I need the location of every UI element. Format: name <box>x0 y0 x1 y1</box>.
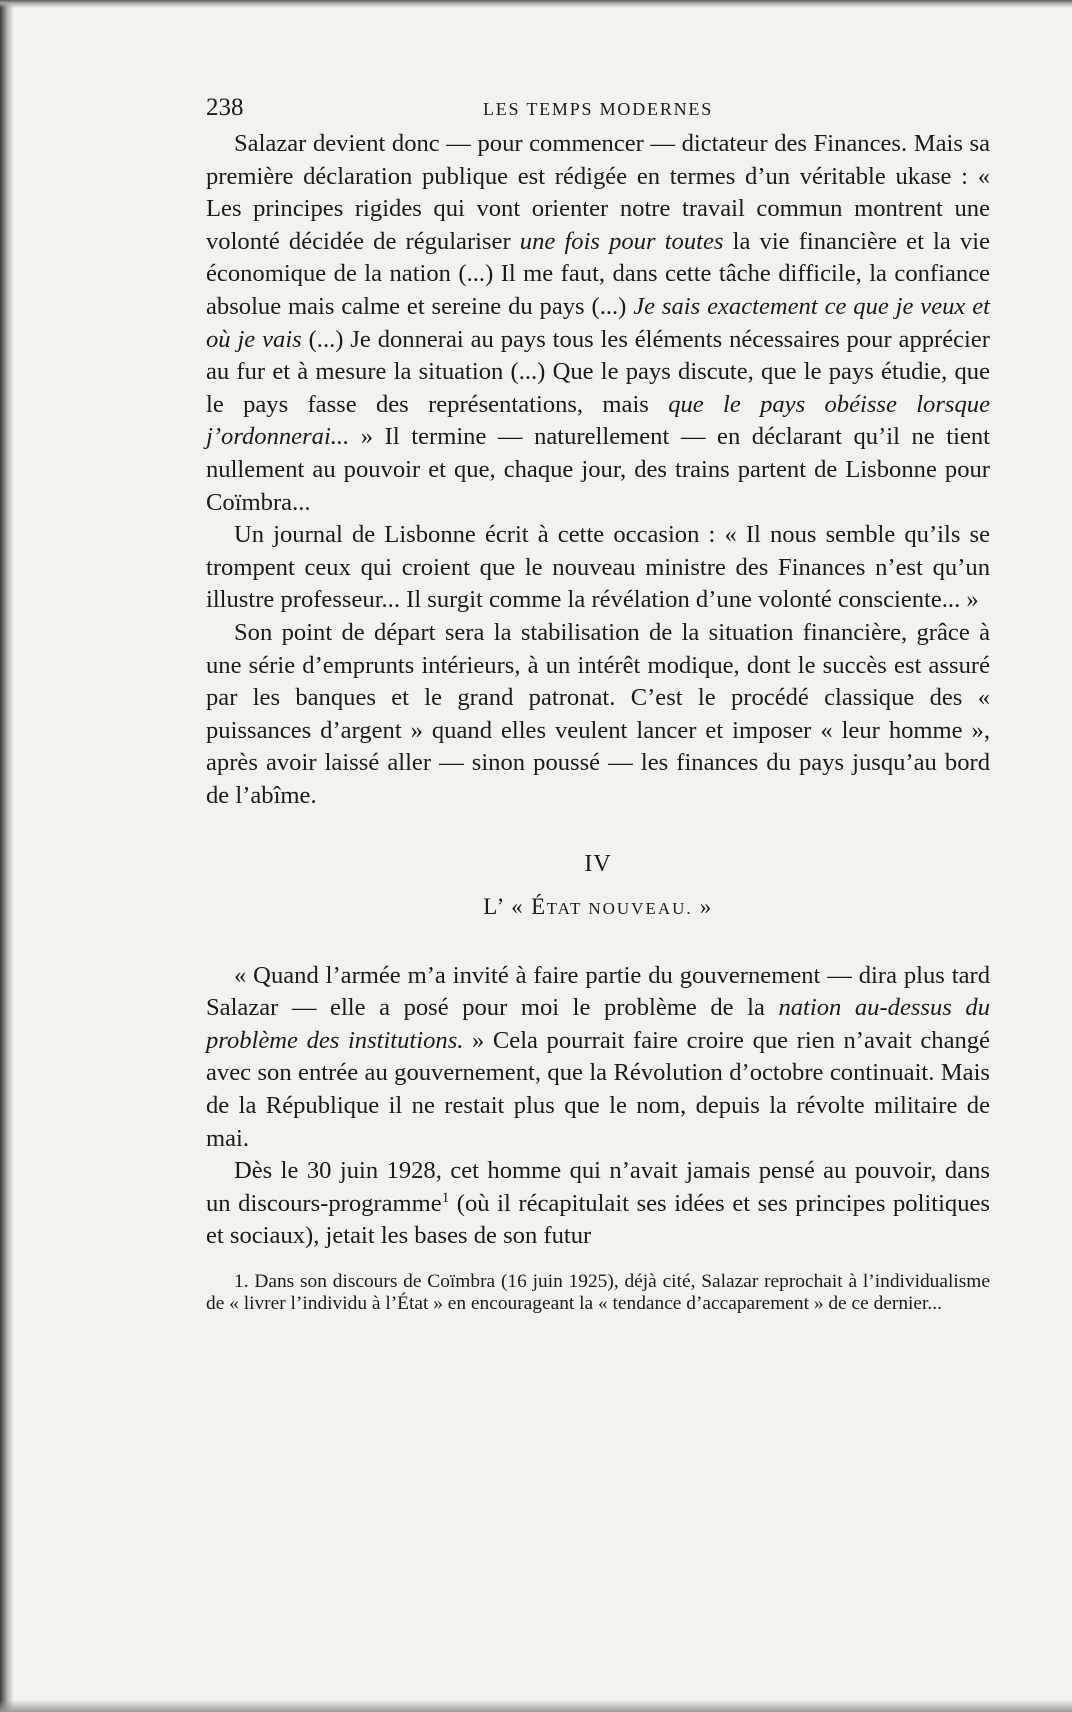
running-head <box>206 88 990 128</box>
paragraph-5-text-a: Dès le 30 juin 1928, cet homme qui n’avait jamais pensé au pouvoir, dans un discours-programme <box>206 1157 990 1217</box>
footnote-reference-mark[interactable]: 1 <box>441 1189 450 1206</box>
paragraph-4-italic-b: nation au-dessus du problème des institutions. <box>206 994 991 1054</box>
paragraph-1-text-c: la vie financière et la vie économique de la nation (...) Il me faut, dans cette tâche difficile, la confiance absolue mais calme et sereine du pays (...) <box>206 227 990 320</box>
running-title: LES TEMPS MODERNES <box>482 99 714 119</box>
section-title <box>206 891 990 926</box>
paragraph-1-italic-b: une fois pour toutes <box>519 227 724 255</box>
paragraph-1-text-a: Salazar devient donc — pour commencer — dictateur des Finances. Mais sa première déclaration publique est rédigée en termes d’un véritable ukase : « Les principes rigides qui vont orienter notre travail commun montrent une volonté décidée de régulariser <box>206 130 990 255</box>
paragraph-4 <box>206 960 990 1156</box>
body-text <box>206 128 990 1253</box>
paragraph-3: Son point de départ sera la stabilisation de la situation financière, grâce à une série d’emprunts intérieurs, à un intérêt modique, dont le succès est assuré par les banques et le grand patronat. C’est le procédé classique des « puissances d’argent » quand elles veulent lancer et imposer « leur homme », après avoir laissé aller — sinon poussé — les finances du pays jusqu’au bord de l’abîme. <box>206 618 990 809</box>
paragraph-4-text-c: » Cela pourrait faire croire que rien n’avait changé avec son entrée au gouvernement, que la Révolution d’octobre continuait. Mais de la République il ne restait plus que le nom, depuis la révolte militaire de mai. <box>206 1026 991 1152</box>
section-title-suffix: » <box>692 894 713 920</box>
paragraph-1-text-g: » Il termine — naturellement — en déclarant qu’il ne tient nullement au pouvoir et que, chaque jour, des trains partent de Lisbonne pour Coïmbra... <box>206 423 990 516</box>
section-gap <box>206 926 990 960</box>
section-number: IV <box>584 851 612 878</box>
scan-edge-top <box>0 0 1072 8</box>
paragraph-4-text-a: « Quand l’armée m’a invité à faire partie du gouvernement — dira plus tard Salazar — elle a posé pour moi le problème de la <box>206 961 990 1022</box>
paragraph-5 <box>206 1155 990 1253</box>
footnote: 1. Dans son discours de Coïmbra (16 juin 1925), déjà cité, Salazar reprochait à l’individualisme de « livrer l’individu à l’État » en encourageant la « tendance d’accaparement » de ce dernier... <box>206 1271 990 1314</box>
paragraph-5-text-b: (où il récapitulait ses idées et ses principes politiques et sociaux), jetait les bases de son futur <box>206 1189 991 1250</box>
section-title-prefix: L’ « É <box>483 894 547 920</box>
section-title-smallcaps: TAT NOUVEAU. <box>546 899 693 919</box>
paragraph-1-text-e: (...) Je donnerai au pays tous les éléments nécessaires pour apprécier au fur et à mesure la situation (...) Que le pays discute, que le pays étudie, que le pays fasse des représentations, mais <box>206 325 990 418</box>
book-page <box>206 88 990 1315</box>
scan-edge-bottom <box>0 1700 1072 1712</box>
page-number: 238 <box>206 94 244 121</box>
scan-edge-left <box>0 0 14 1712</box>
paragraph-1 <box>206 128 990 519</box>
paragraph-1-italic-f: que le pays obéisse lorsque j’ordonnerai... <box>206 390 990 451</box>
paragraph-1-italic-d: Je sais exactement ce que je veux et où je vais <box>206 292 990 353</box>
paragraph-2: Un journal de Lisbonne écrit à cette occasion : « Il nous semble qu’ils se trompent ceux qui croient que le nouveau ministre des Finances n’est qu’un illustre professeur... Il surgit comme la révélation d’une volonté consciente... » <box>206 521 990 614</box>
